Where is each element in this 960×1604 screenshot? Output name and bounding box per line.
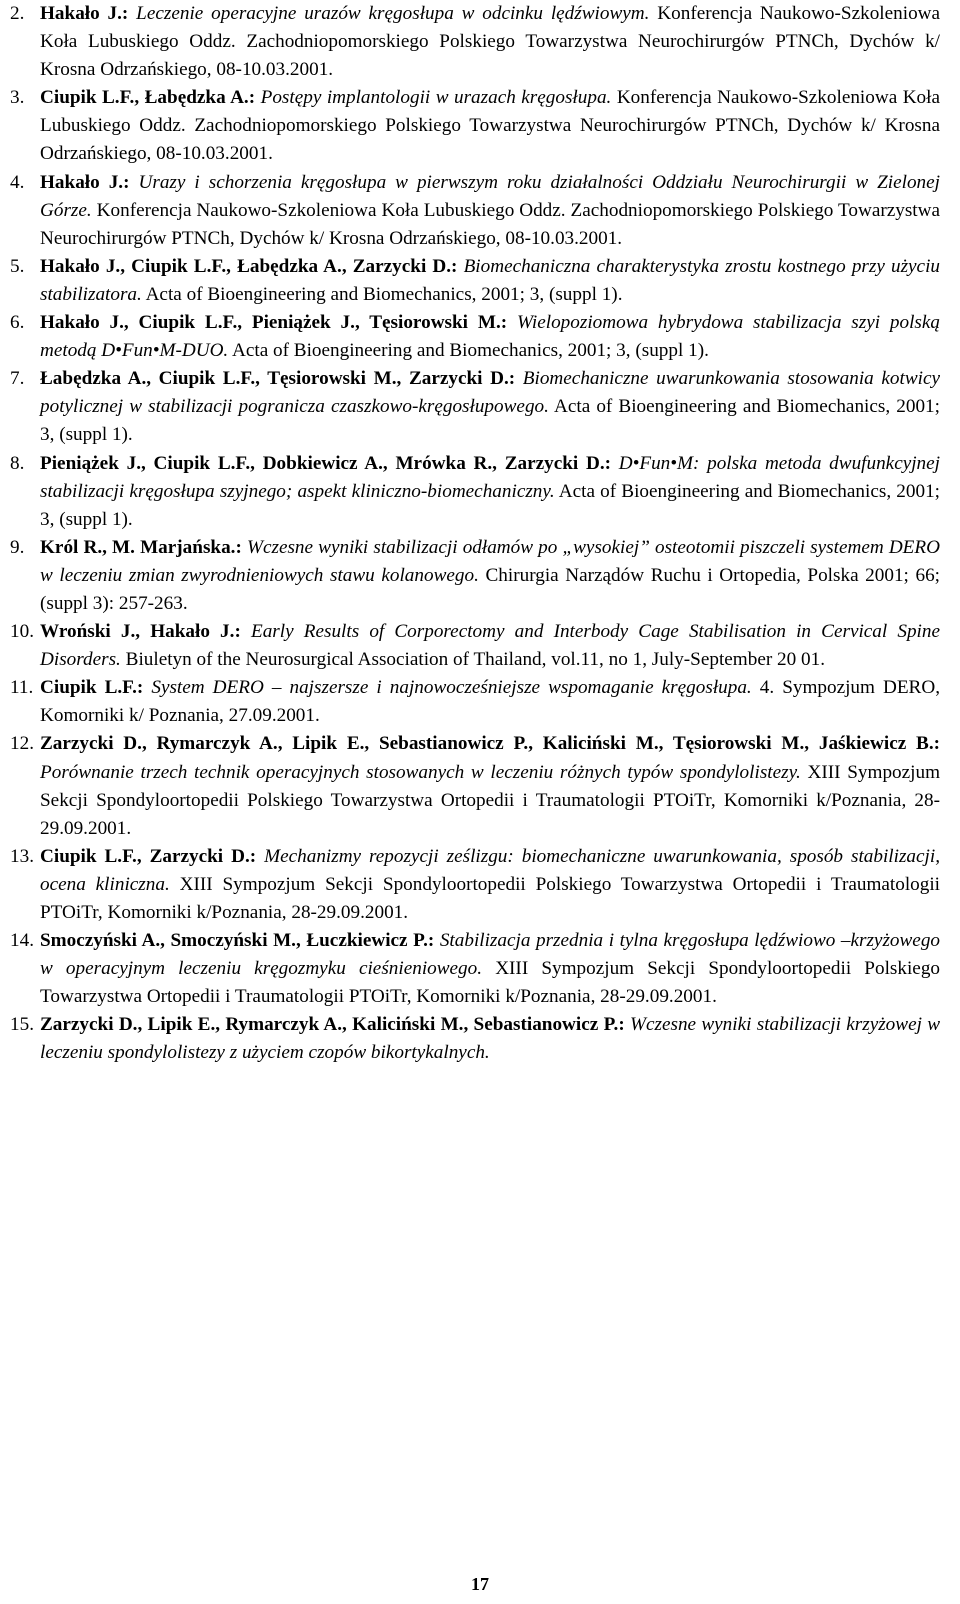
reference-source: Konferencja Naukowo-Szkoleniowa Koła Lubuskiego Oddz. Zachodniopomorskiego Polskiego Towarzystwa Neurochirurgów PTNCh, Dychów k/ Krosna Odrzańskiego, 08-10.03.2001. xyxy=(40,87,940,165)
reference-source: XIII Sympozjum Sekcji Spondyloortopedii Polskiego Towarzystwa Ortopedii i Traumatologii PTOiTr, Komorniki k/Poznania, 28-29.09.2001. xyxy=(40,761,940,839)
reference-source: Acta of Bioengineering and Biomechanics, 2001; 3, (suppl 1). xyxy=(231,340,709,362)
reference-number: 10. xyxy=(10,621,34,643)
reference-number: 2. xyxy=(10,3,25,24)
reference-source: XIII Sympozjum Sekcji Spondyloortopedii Polskiego Towarzystwa Ortopedii i Traumatologii PTOiTr, Komorniki k/Poznania, 28-29.09.2001. xyxy=(40,873,940,923)
reference-authors: Hakało J., Ciupik L.F., Łabędzka A., Zarzycki D.: xyxy=(40,255,458,277)
reference-item xyxy=(10,450,940,534)
reference-item xyxy=(10,84,940,168)
reference-authors: Zarzycki D., Rymarczyk A., Lipik E., Sebastianowicz P., Kaliciński M., Tęsiorowski M., Jaśkiewicz B.: xyxy=(40,733,940,755)
reference-source: Konferencja Naukowo-Szkoleniowa Koła Lubuskiego Oddz. Zachodniopomorskiego Polskiego Towarzystwa Neurochirurgów PTNCh, Dychów k/ Krosna Odrzańskiego, 08-10.03.2001. xyxy=(40,199,941,249)
reference-number: 4. xyxy=(10,171,25,193)
reference-number: 7. xyxy=(10,368,25,390)
reference-item xyxy=(10,309,940,365)
reference-title: Biomechaniczna charakterystyka zrostu kostnego przy użyciu stabilizatora. xyxy=(40,255,941,305)
reference-title: Mechanizmy repozycji ześlizgu: biomechaniczne uwarunkowania, sposób stabilizacji, ocena kliniczna. xyxy=(40,845,941,895)
page-number: 17 xyxy=(471,1574,489,1594)
reference-authors: Wroński J., Hakało J.: xyxy=(40,621,241,643)
reference-authors: Hakało J., Ciupik L.F., Pieniążek J., Tęsiorowski M.: xyxy=(40,312,508,334)
reference-number: 14. xyxy=(10,930,34,952)
reference-source: Biuletyn of the Neurosurgical Association of Thailand, vol.11, no 1, July-September 20 01. xyxy=(125,649,825,671)
reference-item xyxy=(10,730,940,842)
reference-item xyxy=(10,365,940,449)
reference-title: Stabilizacja przednia i tylna kręgosłupa lędźwiowo –krzyżowego w operacyjnym leczeniu kręgozmyku cieśnieniowego. xyxy=(40,930,941,980)
reference-title: System DERO – najszersze i najnowocześniejsze wspomaganie kręgosłupa. xyxy=(151,677,752,699)
reference-authors: Ciupik L.F., Zarzycki D.: xyxy=(40,845,257,867)
reference-number: 6. xyxy=(10,312,25,334)
reference-authors: Król R., M. Marjańska.: xyxy=(40,536,242,558)
reference-item xyxy=(10,674,940,730)
reference-title: Early Results of Corporectomy and Interbody Cage Stabilisation in Cervical Spine Disorders. xyxy=(40,621,940,671)
reference-list xyxy=(10,0,940,1068)
reference-authors: Ciupik L.F.: xyxy=(40,677,144,699)
reference-title: Wczesne wyniki stabilizacji krzyżowej w leczeniu spondylolistezy z użyciem czopów bikortykalnych. xyxy=(40,1014,940,1064)
reference-source: 4. Sympozjum DERO, Komorniki k/ Poznania, 27.09.2001. xyxy=(40,677,941,727)
reference-number: 15. xyxy=(10,1014,34,1036)
reference-number: 12. xyxy=(10,733,34,755)
reference-number: 8. xyxy=(10,452,25,474)
reference-authors: Smoczyński A., Smoczyński M., Łuczkiewicz P.: xyxy=(40,930,435,952)
reference-number: 9. xyxy=(10,536,25,558)
reference-title: Urazy i schorzenia kręgosłupa w pierwszym roku działalności Oddziału Neurochirurgii w Zielonej Górze. xyxy=(40,171,941,221)
reference-authors: Zarzycki D., Lipik E., Rymarczyk A., Kaliciński M., Sebastianowicz P.: xyxy=(40,1014,625,1036)
reference-number: 3. xyxy=(10,87,25,109)
reference-title: Leczenie operacyjne urazów kręgosłupa w odcinku lędźwiowym. xyxy=(136,3,650,24)
reference-number: 11. xyxy=(10,677,34,699)
reference-item xyxy=(10,253,940,309)
reference-authors: Hakało J.: xyxy=(40,3,129,24)
reference-item xyxy=(10,169,940,253)
reference-authors: Łabędzka A., Ciupik L.F., Tęsiorowski M., Zarzycki D.: xyxy=(40,368,516,390)
reference-title: Wielopoziomowa hybrydowa stabilizacja szyi polską metodą D•Fun•M-DUO. xyxy=(40,312,941,362)
reference-item xyxy=(10,534,940,618)
reference-authors: Hakało J.: xyxy=(40,171,130,193)
reference-source: Acta of Bioengineering and Biomechanics, 2001; 3, (suppl 1). xyxy=(145,283,623,305)
reference-title: Porównanie trzech technik operacyjnych stosowanych w leczeniu różnych typów spondylolistezy. xyxy=(40,761,801,783)
reference-source: XIII Sympozjum Sekcji Spondyloortopedii Polskiego Towarzystwa Ortopedii i Traumatologii PTOiTr, Komorniki k/Poznania, 28-29.09.2001. xyxy=(40,958,941,1008)
reference-authors: Pieniążek J., Ciupik L.F., Dobkiewicz A., Mrówka R., Zarzycki D.: xyxy=(40,452,612,474)
reference-item xyxy=(10,0,940,84)
reference-number: 13. xyxy=(10,845,34,867)
reference-item xyxy=(10,927,940,1011)
reference-item xyxy=(10,618,940,674)
reference-title: Biomechaniczne uwarunkowania stosowania kotwicy potylicznej w stabilizacji pogranicza czaszkowo-kręgosłupowego. xyxy=(40,368,940,418)
reference-source: Acta of Bioengineering and Biomechanics, 2001; 3, (suppl 1). xyxy=(40,396,940,446)
reference-authors: Ciupik L.F., Łabędzka A.: xyxy=(40,87,256,109)
reference-item xyxy=(10,843,940,927)
reference-source: Konferencja Naukowo-Szkoleniowa Koła Lubuskiego Oddz. Zachodniopomorskiego Polskiego Towarzystwa Neurochirurgów PTNCh, Dychów k/ Krosna Odrzańskiego, 08-10.03.2001. xyxy=(40,3,941,81)
reference-source: Chirurgia Narządów Ruchu i Ortopedia, Polska 2001; 66; (suppl 3): 257-263. xyxy=(40,564,941,614)
reference-title: D•Fun•M: polska metoda dwufunkcyjnej stabilizacji kręgosłupa szyjnego; aspekt kliniczno-biomechaniczny. xyxy=(40,452,941,502)
reference-title: Wczesne wyniki stabilizacji odłamów po „wysokiej” osteotomii piszczeli systemem DERO w leczeniu zmian zwyrodnieniowych stawu kolanowego. xyxy=(40,536,940,586)
reference-number: 5. xyxy=(10,255,25,277)
reference-item xyxy=(10,1011,940,1067)
reference-title: Postępy implantologii w urazach kręgosłupa. xyxy=(260,87,612,109)
reference-source: Acta of Bioengineering and Biomechanics, 2001; 3, (suppl 1). xyxy=(40,480,940,530)
